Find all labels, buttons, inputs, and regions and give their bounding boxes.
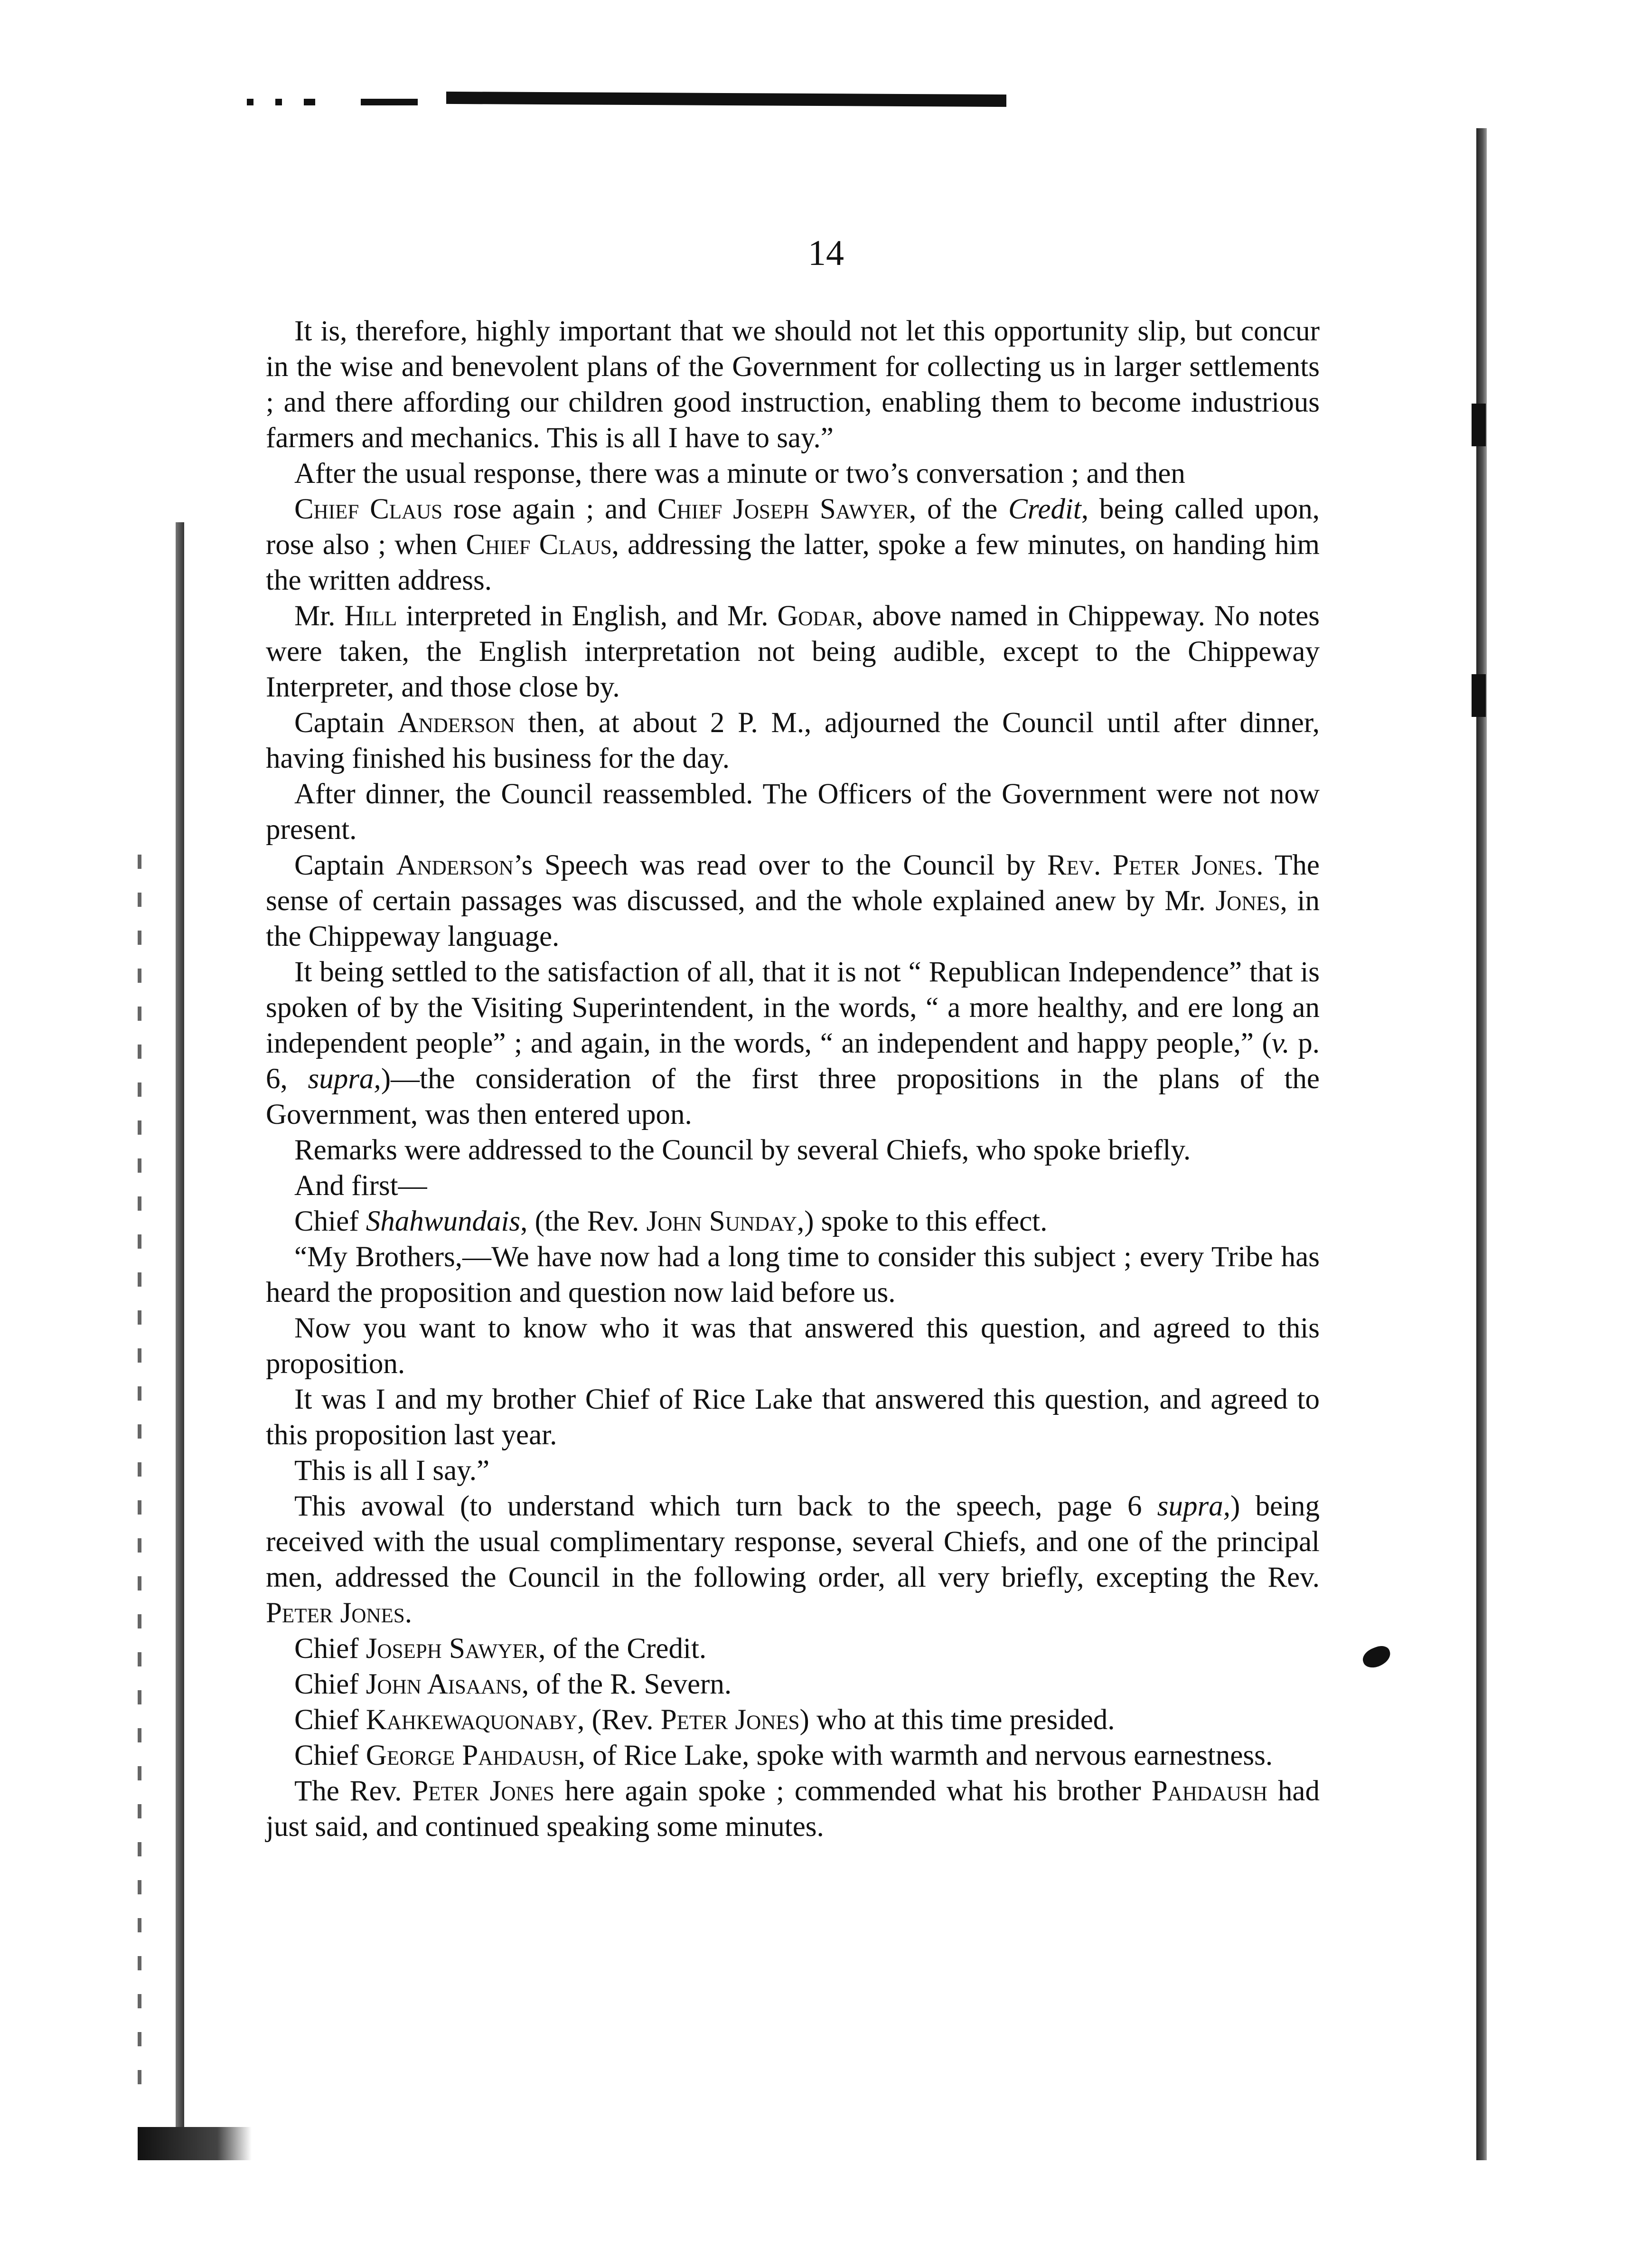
text-run: This avowal (to understand which turn back to the speech, page 6 <box>294 1490 1157 1522</box>
paragraph <box>266 1204 1320 1239</box>
text-run: Remarks were addressed to the Council by several Chiefs, who spoke briefly. <box>294 1134 1191 1166</box>
text-run: Godar <box>777 600 856 632</box>
paragraph <box>266 1773 1320 1845</box>
text-run: ,) spoke to this effect. <box>797 1205 1048 1237</box>
scan-mark <box>1472 674 1486 717</box>
text-run: Chief Joseph Sawyer <box>657 493 910 525</box>
text-run: Rev. Peter Jones <box>1047 849 1257 881</box>
paragraph <box>266 1310 1320 1382</box>
paragraph <box>266 1453 1320 1488</box>
paragraph <box>266 1382 1320 1453</box>
text-run: , of the <box>909 493 1009 525</box>
text-run: The Rev. <box>294 1775 413 1807</box>
text-run: Joseph Sawyer <box>366 1633 539 1665</box>
text-run: Mr. <box>294 600 345 632</box>
text-run: Captain <box>294 707 398 739</box>
text-run: Chief <box>294 1740 366 1771</box>
scan-mark <box>304 99 315 105</box>
text-run: , in the Chippeway language. <box>266 885 1320 952</box>
text-run: Peter Jones <box>412 1775 554 1807</box>
left-scan-noise <box>138 855 141 2089</box>
text-run: Kahkewaquonaby <box>366 1704 578 1736</box>
text-run: Chief <box>294 1668 366 1700</box>
text-run: Chief <box>294 1205 366 1237</box>
text-run: Now you want to know who it was that answered this question, and agreed to this proposition. <box>266 1312 1320 1380</box>
text-run: John Sunday <box>646 1205 797 1237</box>
text-run: p. 6, <box>266 1027 1320 1095</box>
text-run: Shahwundais <box>366 1205 521 1237</box>
text-run: Pahdaush <box>1151 1775 1267 1807</box>
text-run: After the usual response, there was a minute or two’s conversation ; and then <box>294 458 1185 489</box>
paragraph <box>266 313 1320 456</box>
text-run: ) who at this time presided. <box>799 1704 1115 1736</box>
text-run: Anderson <box>396 849 514 881</box>
text-run: And first— <box>294 1170 427 1202</box>
paragraph <box>266 1168 1320 1204</box>
text-run: It was I and my brother Chief of Rice Lake that answered this question, and agreed to this proposition last year. <box>266 1383 1320 1451</box>
paragraph <box>266 954 1320 1132</box>
ink-blot <box>1360 1643 1393 1671</box>
paragraph <box>266 1132 1320 1168</box>
text-run: supra, <box>1157 1490 1230 1522</box>
paragraph <box>266 705 1320 776</box>
paragraph <box>266 598 1320 705</box>
text-run: rose again ; and <box>442 493 658 525</box>
text-run: Jones <box>1215 885 1280 917</box>
text-run: , being called upon, rose also ; when <box>266 493 1320 561</box>
text-run: Captain <box>294 849 396 881</box>
text-run: George Pahdaush <box>366 1740 578 1771</box>
scan-mark <box>275 99 282 105</box>
text-run: Chief <box>294 1704 366 1736</box>
top-scan-rule <box>446 92 1006 107</box>
text-run: . <box>404 1597 412 1629</box>
text-run: “My Brothers,—We have now had a long time to consider this subject ; every Tribe has heard the proposition and question now laid before us. <box>266 1241 1320 1308</box>
text-run: , (Rev. <box>577 1704 661 1736</box>
text-run: had just said, and continued speaking some minutes. <box>266 1775 1320 1843</box>
scan-mark <box>361 99 418 105</box>
text-run: It being settled to the satisfaction of all, that it is not “ Republican Independence” that is spoken of by the Visiting Superintendent, in the words, “ a more healthy, and ere long an independent people” ; and again, in the words, “ an independent and happy people,” ( <box>266 956 1320 1059</box>
text-run: ’s Speech was read over to the Council by <box>513 849 1047 881</box>
body-text <box>266 313 1320 1845</box>
paragraph <box>266 847 1320 954</box>
text-run: This is all I say.” <box>294 1455 490 1487</box>
text-run: v. <box>1271 1027 1290 1059</box>
text-run: , (the Rev. <box>520 1205 647 1237</box>
paragraph <box>266 456 1320 491</box>
text-run: , addressing the latter, spoke a few minutes, on handing him the written address. <box>266 529 1320 596</box>
paragraph <box>266 1738 1320 1773</box>
text-run: It is, therefore, highly important that we should not let this opportunity slip, but concur in the wise and benevolent plans of the Government for collecting us in larger settlements ; and there affording our children good instruction, enabling them to become industrious farmers and mechanics. This is all I have to say.” <box>266 315 1320 454</box>
text-run: interpreted in English, and Mr. <box>397 600 778 632</box>
text-run: Hill <box>344 600 397 632</box>
left-binding-edge <box>176 522 184 2136</box>
paragraph <box>266 1239 1320 1310</box>
text-run: Credit <box>1008 493 1081 525</box>
text-run: Peter Jones <box>660 1704 800 1736</box>
text-run: After dinner, the Council reassembled. The Officers of the Government were not now present. <box>266 778 1320 846</box>
paragraph <box>266 1666 1320 1702</box>
paragraph <box>266 1488 1320 1631</box>
text-run: , of the R. Severn. <box>521 1668 732 1700</box>
scan-mark <box>1472 404 1486 446</box>
scan-mark <box>247 99 253 105</box>
text-run: supra, <box>308 1063 381 1095</box>
text-run: Chief <box>294 1633 366 1665</box>
text-run: Chief Claus <box>294 493 443 525</box>
paragraph <box>266 1631 1320 1666</box>
text-run: Chief Claus <box>466 529 612 561</box>
text-run: , of Rice Lake, spoke with warmth and nervous earnestness. <box>578 1740 1273 1771</box>
text-run: here again spoke ; commended what his brother <box>554 1775 1152 1807</box>
text-run: ) being received with the usual complimentary response, several Chiefs, and one of the principal men, addressed the Council in the following order, all very briefly, excepting the Rev. <box>266 1490 1320 1593</box>
text-run: , above named in Chippeway. No notes were taken, the English interpretation not being audible, except to the Chippeway Interpreter, and those close by. <box>266 600 1320 703</box>
paragraph <box>266 491 1320 598</box>
paragraph <box>266 1702 1320 1738</box>
text-run: )—the consideration of the first three propositions in the plans of the Government, was then entered upon. <box>266 1063 1320 1130</box>
left-bottom-scan-mark <box>138 2127 252 2160</box>
text-run: John Aisaans <box>366 1668 522 1700</box>
page-number: 14 <box>808 233 844 273</box>
text-run: then, at about 2 P. M., adjourned the Council until after dinner, having finished his business for the day. <box>266 707 1320 774</box>
paragraph <box>266 776 1320 847</box>
text-run: Peter Jones <box>266 1597 405 1629</box>
text-run: , of the Credit. <box>538 1633 707 1665</box>
text-run: . The sense of certain passages was discussed, and the whole explained anew by Mr. <box>266 849 1320 917</box>
text-run: Anderson <box>397 707 515 739</box>
